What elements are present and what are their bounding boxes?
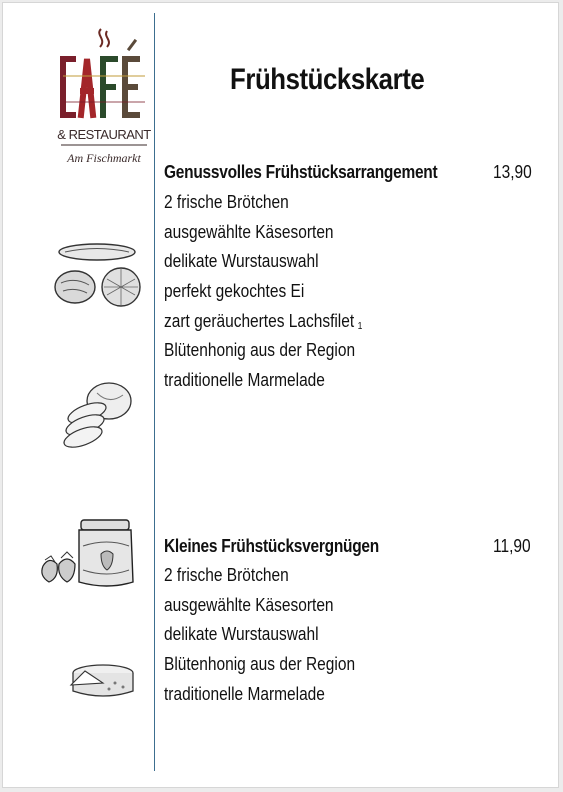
logo-script: Am Fischmarkt [67,151,141,165]
jam-jar-strawberries-icon [35,516,135,592]
list-item [164,307,362,337]
cheese-wheel-icon [65,659,137,703]
logo-subtitle: & RESTAURANT [57,127,151,142]
list-item: perfekt gekochtes Ei [164,281,305,302]
list-item: ausgewählte Käsesorten [164,221,334,242]
item-1-name: Genussvolles Frühstücksarrangement [164,162,438,182]
divider-line [154,13,155,771]
item-2-list [164,561,386,709]
list-item: delikate Wurstauswahl [164,624,319,645]
list-item: traditionelle Marmelade [164,370,325,391]
list-item: Blütenhonig aus der Region [164,340,356,361]
list-item: delikate Wurstauswahl [164,251,319,272]
list-item: traditionelle Marmelade [164,683,325,704]
cafe-restaurant-logo [55,25,153,177]
bread-rolls-icon [51,239,145,311]
list-item-text: zart geräuchertes Lachsfilet [164,310,355,331]
item-1-price: 13,90 [493,162,532,182]
item-1-list [164,188,395,396]
list-item: 2 frische Brötchen [164,192,289,212]
footnote-marker: 1 [357,320,363,332]
item-2-name: Kleines Frühstücksvergnügen [164,536,379,556]
list-item: 2 frische Brötchen [164,565,289,585]
page-title: Frühstückskarte [230,63,425,96]
menu-page [2,2,559,788]
ham-slices-icon [61,375,137,451]
list-item: ausgewählte Käsesorten [164,594,334,615]
list-item: Blütenhonig aus der Region [164,654,356,675]
item-2-price: 11,90 [493,536,531,556]
